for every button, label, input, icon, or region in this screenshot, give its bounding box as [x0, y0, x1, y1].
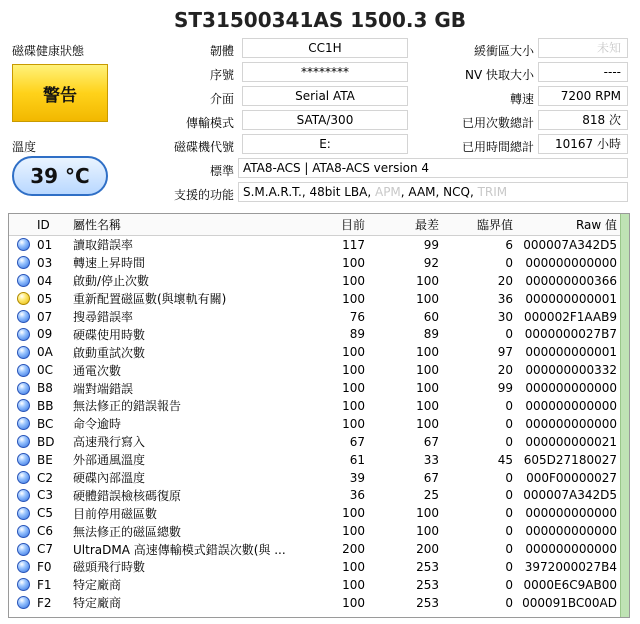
temperature-value: 39 °C	[30, 164, 90, 188]
status-caution-icon	[17, 292, 30, 305]
attribute-name: 特定廠商	[73, 596, 122, 611]
attribute-worst: 100	[416, 345, 439, 360]
attribute-threshold: 0	[505, 416, 513, 431]
attribute-threshold: 97	[497, 345, 513, 360]
attribute-threshold: 30	[497, 309, 513, 324]
attribute-current: 76	[349, 309, 365, 324]
status-good-icon	[17, 346, 30, 359]
status-good-icon	[17, 364, 30, 377]
table-scrollbar[interactable]	[620, 214, 629, 617]
attribute-id: 05	[37, 291, 53, 306]
attribute-worst: 100	[416, 398, 439, 413]
attribute-threshold: 0	[505, 577, 513, 592]
temperature-label: 溫度	[12, 140, 37, 154]
attribute-name: 讀取錯誤率	[73, 238, 134, 253]
attribute-id: 0A	[37, 345, 53, 360]
attribute-id: F2	[37, 595, 52, 610]
drive-title: ST31500341AS 1500.3 GB	[173, 8, 467, 32]
attribute-current: 117	[342, 237, 365, 252]
attribute-name: 高速飛行寫入	[73, 435, 146, 450]
attribute-worst: 100	[416, 273, 439, 288]
drive-letter-label: 磁碟機代號	[173, 140, 234, 154]
power-on-count-label: 已用次數總計	[461, 116, 534, 130]
table-row[interactable]	[9, 254, 621, 272]
attribute-name: 無法修正的錯誤報告	[73, 399, 182, 414]
attribute-raw-value: 000000000000	[525, 381, 617, 396]
status-good-icon	[17, 578, 30, 591]
attribute-threshold: 0	[505, 524, 513, 539]
table-row[interactable]	[9, 236, 621, 254]
attribute-id: C7	[37, 542, 54, 557]
attribute-worst: 253	[416, 577, 439, 592]
attribute-raw-value: 000000000000	[525, 524, 617, 539]
attribute-current: 100	[342, 416, 365, 431]
status-good-icon	[17, 543, 30, 556]
attribute-id: BE	[37, 452, 53, 467]
attribute-raw-value: 0000000027B7	[524, 327, 617, 342]
attribute-id: 01	[37, 237, 53, 252]
attribute-worst: 67	[423, 470, 439, 485]
table-row[interactable]	[9, 594, 621, 612]
attribute-id: BC	[37, 416, 54, 431]
status-good-icon	[17, 328, 30, 341]
attribute-raw-value: 000000000021	[525, 434, 617, 449]
attribute-current: 100	[342, 506, 365, 521]
table-row[interactable]	[9, 343, 621, 361]
health-status-label: 磁碟健康狀態	[12, 44, 85, 58]
firmware-value: CC1H	[242, 38, 408, 58]
table-row[interactable]	[9, 397, 621, 415]
temperature-badge[interactable]	[12, 156, 108, 196]
attribute-threshold: 0	[505, 506, 513, 521]
attribute-name: 目前停用磁區數	[73, 506, 158, 521]
table-row[interactable]	[9, 361, 621, 379]
table-body	[9, 236, 621, 612]
header-threshold[interactable]: 臨界值	[476, 218, 513, 232]
attribute-id: 04	[37, 273, 53, 288]
attribute-current: 100	[342, 577, 365, 592]
attribute-threshold: 0	[505, 542, 513, 557]
attribute-raw-value: 000002F1AAB9	[524, 309, 617, 324]
attribute-current: 100	[342, 398, 365, 413]
attribute-name: 硬碟內部溫度	[73, 471, 146, 486]
attribute-id: C6	[37, 524, 54, 539]
attribute-current: 89	[349, 327, 365, 342]
status-good-icon	[17, 417, 30, 430]
attribute-raw-value: 000000000000	[525, 542, 617, 557]
features-text-2: , AAM, NCQ,	[400, 185, 478, 199]
table-row[interactable]	[9, 308, 621, 326]
serial-value: ********	[242, 62, 408, 82]
features-value	[238, 182, 628, 202]
attribute-threshold: 0	[505, 434, 513, 449]
health-status-value: 警告	[43, 85, 77, 106]
attribute-name: 搜尋錯誤率	[73, 310, 134, 324]
attribute-current: 100	[342, 255, 365, 270]
interface-label: 介面	[209, 92, 234, 106]
drive-letter-value: E:	[242, 134, 408, 154]
attribute-worst: 100	[416, 506, 439, 521]
attribute-current: 200	[342, 542, 365, 557]
feature-apm: APM	[374, 185, 401, 199]
attribute-name: UltraDMA 高速傳輸模式錯誤次數(與 ...	[73, 542, 286, 557]
table-row[interactable]	[9, 486, 621, 504]
status-good-icon	[17, 274, 30, 287]
status-good-icon	[17, 507, 30, 520]
features-label: 支援的功能	[173, 188, 234, 202]
attribute-raw-value: 3972000027B4	[524, 559, 617, 574]
attribute-id: 07	[37, 309, 53, 324]
attribute-raw-value: 000000000001	[525, 345, 617, 360]
attribute-id: BB	[37, 398, 54, 413]
status-good-icon	[17, 256, 30, 269]
attribute-id: C2	[37, 470, 54, 485]
attribute-id: 09	[37, 327, 53, 342]
attribute-threshold: 45	[497, 452, 513, 467]
attribute-name: 端對端錯誤	[73, 381, 134, 396]
attribute-current: 100	[342, 595, 365, 610]
attribute-raw-value: 000091BC00AD	[522, 595, 617, 610]
attribute-worst: 100	[416, 524, 439, 539]
status-good-icon	[17, 453, 30, 466]
attribute-current: 61	[349, 452, 365, 467]
table-row[interactable]	[9, 504, 621, 522]
attribute-worst: 100	[416, 416, 439, 431]
attribute-raw-value: 000000000000	[525, 416, 617, 431]
attribute-raw-value: 000000000000	[525, 398, 617, 413]
attribute-id: 03	[37, 255, 53, 270]
attribute-worst: 253	[416, 595, 439, 610]
attribute-worst: 67	[423, 434, 439, 449]
power-on-hours-label: 已用時間總計	[461, 140, 534, 154]
attribute-name: 啟動/停止次數	[73, 274, 150, 289]
table-row[interactable]	[9, 469, 621, 487]
feature-trim: TRIM	[477, 185, 508, 199]
status-good-icon	[17, 435, 30, 448]
attribute-worst: 25	[423, 488, 439, 503]
attribute-name: 重新配置磁區數(與壞軌有關)	[73, 292, 227, 307]
header-worst[interactable]: 最差	[414, 218, 439, 232]
table-row[interactable]	[9, 540, 621, 558]
header-current[interactable]: 目前	[340, 218, 365, 232]
attribute-worst: 99	[423, 237, 439, 252]
attribute-name: 硬碟使用時數	[73, 327, 146, 342]
status-good-icon	[17, 238, 30, 251]
status-good-icon	[17, 382, 30, 395]
attribute-raw-value: 000007A342D5	[523, 488, 617, 503]
attribute-name: 硬體錯誤檢核碼復原	[73, 488, 182, 503]
attribute-threshold: 0	[505, 327, 513, 342]
status-good-icon	[17, 525, 30, 538]
rotation-rate-label: 轉速	[509, 92, 534, 106]
attribute-id: BD	[37, 434, 55, 449]
attribute-raw-value: 000000000001	[525, 291, 617, 306]
standard-value: ATA8-ACS | ATA8-ACS version 4	[238, 158, 628, 178]
attribute-worst: 60	[423, 309, 439, 324]
attribute-current: 39	[349, 470, 365, 485]
attribute-name: 特定廠商	[73, 578, 122, 593]
attribute-raw-value: 000007A342D5	[523, 237, 617, 252]
status-good-icon	[17, 489, 30, 502]
attribute-name: 轉速上昇時間	[73, 256, 146, 271]
attribute-worst: 200	[416, 542, 439, 557]
attribute-threshold: 0	[505, 595, 513, 610]
transfer-mode-value: SATA/300	[242, 110, 408, 130]
table-row[interactable]	[9, 379, 621, 397]
attribute-threshold: 6	[505, 237, 513, 252]
attribute-current: 100	[342, 381, 365, 396]
attribute-threshold: 0	[505, 398, 513, 413]
attribute-current: 100	[342, 524, 365, 539]
attribute-id: F1	[37, 577, 52, 592]
status-good-icon	[17, 399, 30, 412]
attribute-current: 100	[342, 345, 365, 360]
attribute-worst: 100	[416, 363, 439, 378]
attribute-current: 100	[342, 363, 365, 378]
header-attribute-name[interactable]: 屬性名稱	[73, 218, 122, 232]
attribute-raw-value: 000F00000027	[526, 470, 617, 485]
rotation-rate-value: 7200 RPM	[538, 86, 628, 106]
standard-label: 標準	[209, 164, 234, 178]
table-row[interactable]	[9, 558, 621, 576]
table-row[interactable]	[9, 290, 621, 308]
attribute-name: 命令逾時	[73, 417, 122, 432]
attribute-threshold: 36	[497, 291, 513, 306]
table-row[interactable]	[9, 522, 621, 540]
attribute-threshold: 20	[497, 363, 513, 378]
attribute-current: 100	[342, 273, 365, 288]
attribute-current: 100	[342, 559, 365, 574]
interface-value: Serial ATA	[242, 86, 408, 106]
attribute-raw-value: 605D27180027	[523, 452, 617, 467]
table-row[interactable]	[9, 325, 621, 343]
attribute-threshold: 0	[505, 488, 513, 503]
attribute-name: 磁頭飛行時數	[73, 560, 146, 575]
attribute-id: B8	[37, 381, 53, 396]
attribute-worst: 92	[423, 255, 439, 270]
buffer-size-label: 緩衝區大小	[473, 44, 534, 58]
attribute-current: 67	[349, 434, 365, 449]
status-good-icon	[17, 471, 30, 484]
attribute-id: C3	[37, 488, 54, 503]
attribute-id: F0	[37, 559, 52, 574]
attribute-name: 無法修正的磁區總數	[73, 524, 182, 539]
transfer-mode-label: 傳輸模式	[185, 116, 234, 130]
attribute-id: C5	[37, 506, 54, 521]
table-row[interactable]	[9, 272, 621, 290]
attribute-current: 36	[349, 488, 365, 503]
attribute-worst: 253	[416, 559, 439, 574]
nv-cache-label: NV 快取大小	[464, 68, 534, 82]
power-on-hours-value: 10167 小時	[538, 134, 628, 154]
table-row[interactable]	[9, 576, 621, 594]
firmware-label: 韌體	[209, 44, 234, 58]
header-id[interactable]: ID	[37, 217, 50, 232]
features-text-1: S.M.A.R.T., 48bit LBA,	[243, 185, 375, 199]
header-raw-value[interactable]: Raw 值	[575, 218, 617, 232]
attribute-raw-value: 000000000000	[525, 255, 617, 270]
table-row[interactable]	[9, 433, 621, 451]
attribute-worst: 33	[423, 452, 439, 467]
attribute-name: 通電次數	[73, 363, 122, 378]
status-good-icon	[17, 310, 30, 323]
attribute-raw-value: 0000E6C9AB00	[523, 577, 617, 592]
status-good-icon	[17, 560, 30, 573]
status-good-icon	[17, 596, 30, 609]
attribute-name: 啟動重試次數	[73, 345, 146, 360]
attribute-worst: 100	[416, 381, 439, 396]
attribute-id: 0C	[37, 363, 54, 378]
buffer-size-value: 未知	[538, 38, 628, 58]
smart-attributes-table[interactable]	[8, 213, 630, 618]
power-on-count-value: 818 次	[538, 110, 628, 130]
attribute-threshold: 99	[497, 381, 513, 396]
attribute-raw-value: 000000000366	[525, 273, 617, 288]
serial-label: 序號	[209, 68, 234, 82]
health-status-badge[interactable]	[12, 64, 108, 122]
attribute-worst: 100	[416, 291, 439, 306]
attribute-raw-value: 000000000332	[525, 363, 617, 378]
attribute-threshold: 20	[497, 273, 513, 288]
attribute-threshold: 0	[505, 559, 513, 574]
attribute-raw-value: 000000000000	[525, 506, 617, 521]
table-row[interactable]	[9, 415, 621, 433]
table-header	[9, 214, 621, 236]
attribute-current: 100	[342, 291, 365, 306]
attribute-worst: 89	[423, 327, 439, 342]
table-row[interactable]	[9, 451, 621, 469]
attribute-name: 外部通風溫度	[73, 453, 146, 468]
attribute-threshold: 0	[505, 255, 513, 270]
nv-cache-value: ----	[538, 62, 628, 82]
attribute-threshold: 0	[505, 470, 513, 485]
